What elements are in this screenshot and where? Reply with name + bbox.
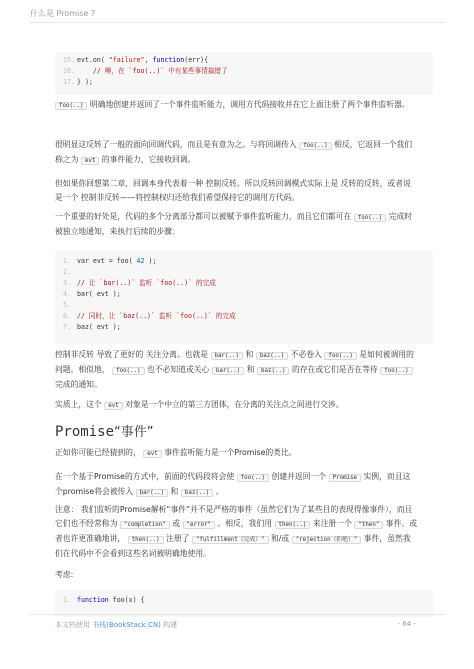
code-line: 17. } );: [63, 78, 93, 86]
code-line: 1. function foo(x) {: [63, 596, 145, 604]
footer-brand-link[interactable]: 书栈(BookStack.CN): [92, 621, 161, 629]
inline-code: "completion": [120, 521, 170, 529]
inline-code: foo(..): [55, 102, 87, 110]
code-line: 15. evt.on( "failure", function(err){: [63, 56, 209, 64]
code-line: 1. var evt = foo( 42 );: [63, 257, 157, 265]
paragraph: 实质上，这个 evt 对象是一个中立的第三方团体，在分离的关注点之间进行交涉。: [55, 400, 344, 409]
code-line: 3. // 让 `bar(..)` 监听 `foo(..)` 的完成: [63, 279, 216, 287]
inline-code: baz(..): [256, 352, 288, 360]
page-number: - 64 -: [397, 620, 416, 628]
inline-code: bar(..): [136, 489, 168, 497]
code-line: 5.: [63, 301, 71, 309]
code-line: 4. bar( evt );: [63, 290, 121, 298]
paragraph: 注意： 我们监听的Promise解析“事件”并不是严格的事件（虽然它们为了某些目的表现得像事件），而且它们也不经常称为 "completion" 或 "error" 。相反，我们用 then(..) 来注册一个 "then" 事件。或者也许更准确地讲， then(..) 注册了 "fulfillment（完成）" 和/或 "rejection（拒绝）" 事件，虽然我们在代码中不会看到这些名词被明确地使用。: [55, 505, 417, 558]
inline-code: bar(..): [211, 352, 243, 360]
paragraph: 一个重要的好处是，代码的多个分离部分都可以被赋予事件监听能力，而且它们都可在 foo(..) 完成时被独立地通知，来执行后续的步骤：: [55, 212, 413, 236]
inline-code: "rejection（拒绝）": [292, 536, 362, 544]
paragraph: foo(..) 明确地创建并返回了一个事件监听能力，调用方代码接收并在它上面注册了两个事件监听器。: [55, 98, 417, 113]
inline-code: bar(..): [212, 367, 244, 375]
inline-code: evt: [143, 450, 161, 458]
section-heading: Promise“事件”: [55, 424, 154, 440]
inline-code: foo(..): [380, 367, 412, 375]
footer-divider: [30, 614, 446, 615]
header-divider: [30, 22, 446, 23]
inline-code: evt: [81, 157, 99, 165]
inline-code: foo(..): [112, 367, 144, 375]
code-line: 7. baz( evt );: [63, 323, 121, 331]
code-line: 2.: [63, 268, 71, 276]
paragraph: 很明显这反转了一般的面向回调代码，而且是有意为之。与将回调传入 foo(..) 相反，它返回一个我们称之为 evt 的事件能力，它接收回调。: [55, 140, 413, 164]
inline-code: then(..): [128, 536, 164, 544]
paragraph: 在一个基于Promise的方式中，前面的代码段将会使 foo(..) 创建并返回一个 Promise 实例，而且这个promise将会被传入 bar(..) 和 baz(..) 。: [55, 472, 411, 496]
code-line: 6. // 同时，让 `baz(..)` 监听 `foo(..)` 的完成: [63, 312, 236, 320]
inline-code: "error": [183, 521, 215, 529]
paragraph: 但如果你回想第二章，回调本身代表着一种 控制反转。所以反转回调模式实际上是 反转的反转，或者说是一个 控制非反转——将控制权归还给我们希望保持它的调用方代码。: [55, 179, 411, 202]
inline-code: "then": [354, 521, 383, 529]
inline-code: evt: [104, 402, 122, 410]
paragraph: 正如你可能已经猜到的， evt 事件监听能力是一个Promise的类比。: [55, 448, 297, 457]
inline-code: baz(..): [181, 489, 213, 497]
inline-code: Promise: [329, 474, 361, 482]
page-header-title: 什么是 Promise ?: [30, 9, 96, 18]
code-block-2: [55, 250, 433, 344]
inline-code: foo(..): [299, 142, 331, 150]
page-footer: 本文档使用 书栈(BookStack.CN) 构建: [55, 621, 178, 629]
paragraph: 控制非反转 导致了更好的 关注分离。也就是 bar(..) 和 baz(..) 不必卷入 foo(..) 是如何被调用的问题。相似地， foo(..) 也不必知道或关心 bar(..) 和 baz(..) 的存在或它们是否在等待 foo(..) 完成的通知。: [55, 350, 414, 389]
code-line: 16. // 噢，在 `foo(..)` 中有某些事情搞错了: [63, 67, 228, 75]
inline-code: "fulfillment（完成）": [192, 536, 269, 544]
inline-code: baz(..): [257, 367, 289, 375]
inline-code: foo(..): [354, 214, 386, 222]
code-block-1: [55, 52, 433, 95]
inline-code: then(..): [275, 521, 311, 529]
inline-code: foo(..): [237, 474, 269, 482]
paragraph: 考虑:: [55, 570, 74, 579]
inline-code: foo(..): [324, 352, 356, 360]
code-block-3: [55, 590, 433, 617]
